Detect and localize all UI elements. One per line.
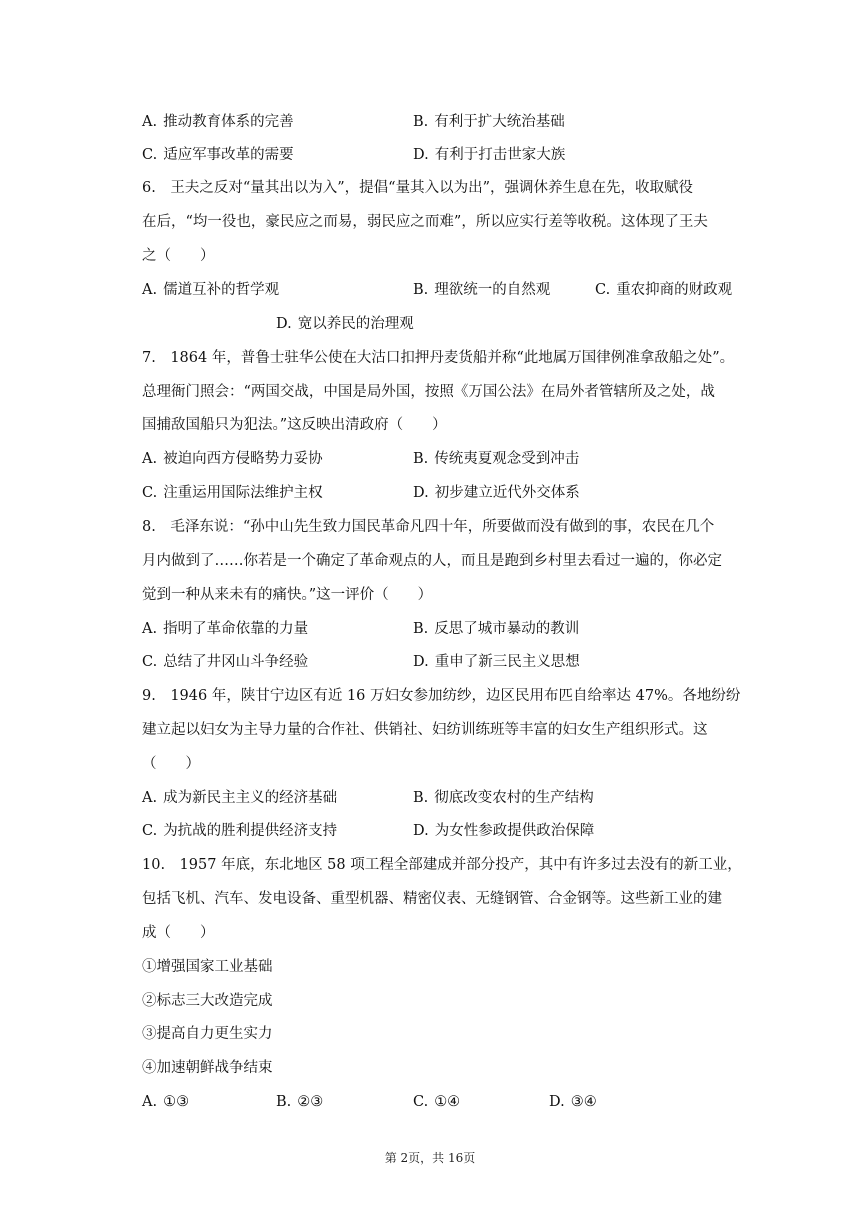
q10-item-1: ①增强国家工业基础 [142,959,273,975]
q6-option-a: A. 儒道互补的哲学观 [142,282,280,298]
q10-item-4: ④加速朝鲜战争结束 [142,1060,273,1076]
q10-item-2: ②标志三大改造完成 [142,993,273,1009]
q9-option-a: A. 成为新民主主义的经济基础 [142,790,338,806]
q7-option-c: C. 注重运用国际法维护主权 [142,485,323,501]
q8-option-c: C. 总结了井冈山斗争经验 [142,654,309,670]
q9-stem-line-2: 建立起以妇女为主导力量的合作社、供销社、妇纺训练班等丰富的妇女生产组织形式。这 [142,722,708,738]
q9-option-b: B. 彻底改变农村的生产结构 [413,790,594,806]
q8-option-a: A. 指明了革命依靠的力量 [142,621,309,637]
q8-option-b: B. 反思了城市暴动的教训 [413,621,580,637]
q7-option-a: A. 被迫向西方侵略势力妥协 [142,451,323,467]
q9-option-c: C. 为抗战的胜利提供经济支持 [142,823,338,839]
q10-option-b: B. ②③ [276,1094,324,1110]
page-number-footer: 第 2页，共 16页 [384,1151,476,1165]
q5-option-c: C. 适应军事改革的需要 [142,147,294,163]
q10-stem-line-1: 10. 1957 年底，东北地区 58 项工程全部建成并部分投产，其中有许多过去没有的新工业， [142,857,742,873]
q7-stem-line-2: 总理衙门照会：“两国交战，中国是局外国，按照《万国公法》在局外者管辖所及之处，战 [142,384,715,400]
q8-stem-line-3: 觉到一种从来未有的痛快。”这一评价（ ） [142,587,433,603]
q6-option-c: C. 重农抑商的财政观 [595,282,733,298]
q6-stem-line-1: 6. 王夫之反对“量其出以为入”，提倡“量其入以为出”，强调休养生息在先，收取赋役 [142,180,693,196]
q10-option-a: A. ①③ [142,1094,190,1110]
q10-stem-line-3: 成（ ） [142,925,215,941]
q8-stem-line-1: 8. 毛泽东说：“孙中山先生致力国民革命凡四十年，所要做而没有做到的事，农民在几个 [142,519,715,535]
q7-option-b: B. 传统夷夏观念受到冲击 [413,451,580,467]
q5-option-a: A. 推动教育体系的完善 [142,114,294,130]
q6-option-d: D. 宽以养民的治理观 [276,316,414,332]
q6-stem-line-2: 在后，“均一役也，豪民应之而易，弱民应之而难”，所以应实行差等收税。这体现了王夫 [142,214,708,230]
q8-option-d: D. 重申了新三民主义思想 [413,654,580,670]
q9-option-d: D. 为女性参政提供政治保障 [413,823,595,839]
q5-option-d: D. 有利于打击世家大族 [413,147,566,163]
q7-option-d: D. 初步建立近代外交体系 [413,485,580,501]
q5-option-b: B. 有利于扩大统治基础 [413,114,565,130]
q10-option-d: D. ③④ [549,1094,597,1110]
q10-option-c: C. ①④ [413,1094,461,1110]
q7-stem-line-3: 国捕敌国船只为犯法。”这反映出清政府（ ） [142,417,447,433]
q6-stem-line-3: 之（ ） [142,248,215,264]
q8-stem-line-2: 月内做到了……你若是一个确定了革命观点的人，而且是跑到乡村里去看过一遍的，你必定 [142,553,722,569]
q9-stem-line-1: 9. 1946 年，陕甘宁边区有近 16 万妇女参加纺纱，边区民用布匹自给率达 47%。各地纷纷 [142,688,741,704]
q10-item-3: ③提高自力更生实力 [142,1026,273,1042]
q10-stem-line-2: 包括飞机、汽车、发电设备、重型机器、精密仪表、无缝钢管、合金钢等。这些新工业的建 [142,891,722,907]
q6-option-b: B. 理欲统一的自然观 [413,282,551,298]
q9-stem-line-3: （ ） [142,756,200,772]
q7-stem-line-1: 7. 1864 年，普鲁士驻华公使在大沽口扣押丹麦货船并称“此地属万国律例准拿敌船之处”。 [142,350,735,366]
